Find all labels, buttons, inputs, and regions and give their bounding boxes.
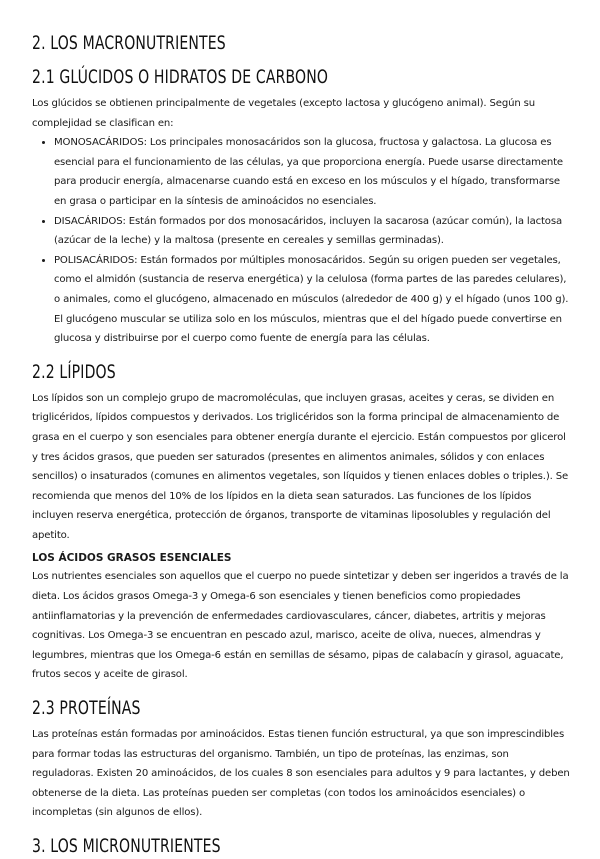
section-heading-macronutrientes: 2. LOS MACRONUTRIENTES	[32, 32, 226, 54]
list-item-polisacaridos: • POLISACÁRIDOS: Están formados por múltiples monosacáridos. Según su origen pueden ser vegetales, como el almidón (sustancia de reserva energética) y la celulosa (forma partes de las paredes celulares), o animales, como el glucógeno, almacenado en músculos (alrededor de 400 g) y el hígado (unos 100 g). El glucógeno muscular se utiliza solo en los músculos, mientras que el del hígado puede convertirse en glucosa y distribuirse por el cuerpo como fuente de energía para las células.	[54, 251, 570, 349]
proteinas-paragraph: Las proteínas están formadas por aminoácidos. Estas tienen función estructural, ya que son imprescindibles para formar todas las estructuras del organismo. También, un tipo de proteínas, las enzimas, son reguladoras. Existen 20 aminoácidos, de los cuales 8 son esenciales para adultos y 9 para lactantes, y deben obtenerse de la dieta. Las proteínas pueden ser completas (con todos los aminoácidos esenciales) o incompletas (sin algunos de ellos).	[32, 729, 570, 819]
lipidos-paragraph: Los lípidos son un complejo grupo de macromoléculas, que incluyen grasas, aceites y ceras, se dividen en triglicéridos, lípidos compuestos y derivados. Los triglicéridos son la forma principal de almacenamiento de grasa en el cuerpo y son esenciales para obtener energía durante el ejercicio. Están compuestos por glicerol y tres ácidos grasos, que pueden ser saturados (presentes en alimentos animales, sólidos y con enlaces sencillos) o insaturados (comunes en alimentos vegetales, son líquidos y tienen enlaces dobles o triples.). Se recomienda que menos del 10% de los lípidos en la dieta sean saturados. Las funciones de los lípidos incluyen reserva energética, protección de órganos, transporte de vitaminas liposolubles y regulación del apetito.	[32, 392, 569, 541]
acidos-paragraph: Los nutrientes esenciales son aquellos que el cuerpo no puede sintetizar y deben ser ingeridos a través de la dieta. Los ácidos grasos Omega-3 y Omega-6 son esenciales y tienen beneficios como propiedades antiinflamatorias y la prevención de enfermedades cardiovasculares, cáncer, diabetes, artritis y mejoras cognitivas. Los Omega-3 se encuentran en pescado azul, marisco, aceite de oliva, nueces, almendras y legumbres, mientras que los Omega-6 están en semillas de sésamo, pipas de calabacín y girasol, aguacate, frutos secos y aceite de girasol.	[32, 571, 569, 681]
section-heading-micronutrientes: 3. LOS MICRONUTRIENTES	[32, 835, 221, 857]
list-item-disacaridos: • DISACÁRIDOS: Están formados por dos monosacáridos, incluyen la sacarosa (azúcar común), la lactosa (azúcar de la leche) y la maltosa (presente en cereales y semillas germinadas).	[54, 212, 570, 251]
subsection-heading-lipidos: 2.2 LÍPIDOS	[32, 360, 116, 383]
subsection-heading-proteinas: 2.3 PROTEÍNAS	[32, 697, 141, 720]
glucidos-list	[32, 133, 570, 349]
subheading-acidos-grasos: LOS ÁCIDOS GRASOS ESENCIALES	[32, 552, 232, 565]
list-item-monosacaridos: • MONOSACÁRIDOS: Los principales monosacáridos son la glucosa, fructosa y galactosa. La glucosa es esencial para el funcionamiento de las células, ya que proporciona energía. Puede usarse directamente para producir energía, almacenarse cuando está en exceso en los músculos y el hígado, transformarse en grasa o participar en la síntesis de aminoácidos no esenciales.	[54, 133, 570, 211]
subsection-heading-glucidos: 2.1 GLÚCIDOS O HIDRATOS DE CARBONO	[32, 66, 329, 88]
glucidos-intro: Los glúcidos se obtienen principalmente de vegetales (excepto lactosa y glucógeno animal). Según su complejidad se clasifican en:	[32, 98, 536, 129]
